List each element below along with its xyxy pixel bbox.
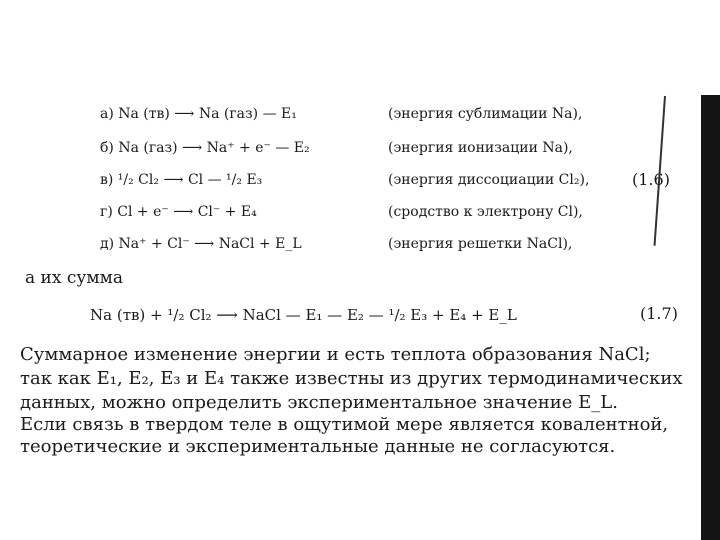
reaction-b-comment: (энергия ионизации Na), <box>388 140 573 156</box>
reaction-d-comment: (сродство к электрону Cl), <box>388 204 583 220</box>
reaction-e-comment: (энергия решетки NaCl), <box>388 236 573 252</box>
reaction-d: г) Cl + e⁻ ⟶ Cl⁻ + E₄ <box>100 204 257 220</box>
reaction-b: б) Na (газ) ⟶ Na⁺ + e⁻ — E₂ <box>100 140 310 156</box>
sum-equation: Na (тв) + ¹/₂ Cl₂ ⟶ NaCl — E₁ — E₂ — ¹/₂ E₃ + E₄ + E_L <box>90 306 517 324</box>
sum-intro: а их сумма <box>25 268 123 288</box>
reaction-c-comment: (энергия диссоциации Cl₂), <box>388 172 590 188</box>
page-right-edge <box>701 95 720 540</box>
paragraph-line-3: данных, можно определить экспериментальное значение E_L. <box>20 392 618 413</box>
paragraph-line-5: теоретические и экспериментальные данные не согласуются. <box>20 436 616 457</box>
reaction-c: в) ¹/₂ Cl₂ ⟶ Cl — ¹/₂ E₃ <box>100 172 263 188</box>
paragraph-line-2: так как E₁, E₂, E₃ и E₄ также известны из других термодинамических <box>20 368 683 389</box>
reaction-a: а) Na (тв) ⟶ Na (газ) — E₁ <box>100 106 297 122</box>
equation-label-1-7: (1.7) <box>640 304 678 323</box>
reaction-e: д) Na⁺ + Cl⁻ ⟶ NaCl + E_L <box>100 236 302 252</box>
paragraph-line-4: Если связь в твердом теле в ощутимой мере является ковалентной, <box>20 414 669 435</box>
reaction-a-comment: (энергия сублимации Na), <box>388 106 583 122</box>
equation-label-1-6: (1.6) <box>632 170 670 189</box>
paragraph-line-1: Суммарное изменение энергии и есть теплота образования NaCl; <box>20 344 651 365</box>
